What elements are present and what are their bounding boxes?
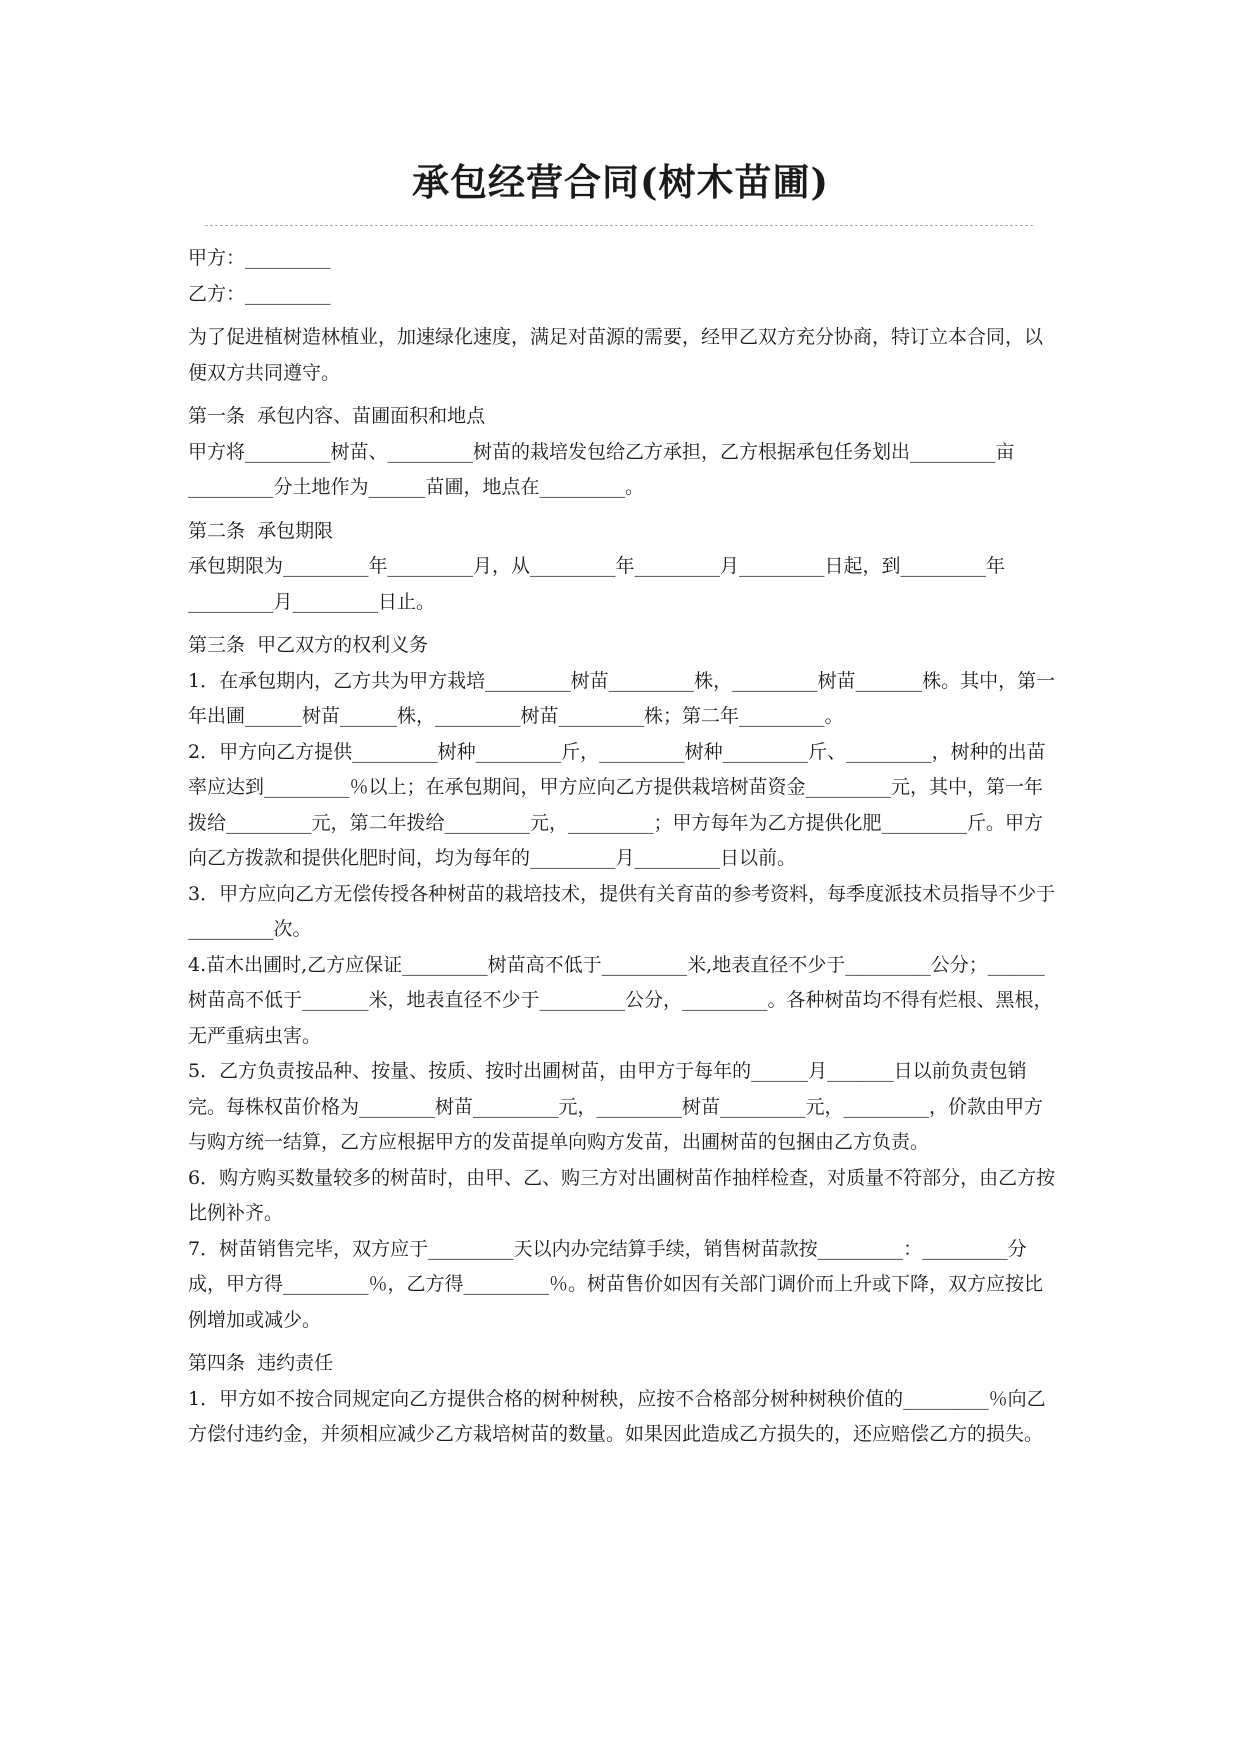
title-divider: [205, 225, 1033, 226]
party-b-line: 乙方：_________: [188, 282, 331, 305]
article1-heading: 第一条 承包内容、苗圃面积和地点: [188, 405, 486, 427]
article4-heading: 第四条 违约责任: [188, 1352, 334, 1374]
article3-heading: 第三条 甲乙双方的权利义务: [188, 634, 429, 656]
document-title: 承包经营合同(树木苗圃): [411, 160, 829, 204]
party-a-line: 甲方：_________: [188, 247, 331, 269]
article3-item: 2．甲方向乙方提供_________树种_________斤，_________树种_________斤、_________，树种的出苗率应达到_________％以上；在承包期间，甲方应向乙方提供栽培树苗资金_________元，其中，第一年拨给_________元，第二年拨给_________元，_________；甲方每年为乙方提供化肥_________斤。甲方向乙方拨款和提供化肥时间，均为每年的_________月_________日以前。: [188, 740, 1046, 869]
article4-item: 1．甲方如不按合同规定向乙方提供合格的树种树秧，应按不合格部分树种树秧价值的_________％向乙方偿付违约金，并须相应减少乙方栽培树苗的数量。如果因此造成乙方损失的，还应赔偿乙方的损失。: [188, 1387, 1046, 1445]
article3-item: 3．甲方应向乙方无偿传授各种树苗的栽培技术，提供有关育苗的参考资料，每季度派技术员指导不少于_________次。: [188, 882, 1056, 940]
article3-item: 7．树苗销售完毕，双方应于_________天以内办完结算手续，销售树苗款按_________：_________分成，甲方得_________％，乙方得_________％。树苗售价如因有关部门调价而上升或下降，双方应按比例增加或减少。: [188, 1237, 1044, 1331]
article3-item: 6．购方购买数量较多的树苗时，由甲、乙、购三方对出圃树苗作抽样检查，对质量不符部分，由乙方按比例补齐。: [188, 1166, 1056, 1224]
preamble-paragraph: 为了促进植树造林植业，加速绿化速度，满足对苗源的需要，经甲乙双方充分协商，特订立本合同，以便双方共同遵守。: [188, 326, 1044, 384]
document-body: [188, 241, 1056, 1453]
article3-item: 5．乙方负责按品种、按量、按质、按时出圃树苗，由甲方于每年的______月_______日以前负责包销完。每株权苗价格为________树苗_________元，_________树苗_________元，_________，价款由甲方与购方统一结算，乙方应根据甲方的发苗提单向购方发苗，出圃树苗的包捆由乙方负责。: [188, 1060, 1044, 1153]
article1-body: 甲方将_________树苗、_________树苗的栽培发包给乙方承担，乙方根据承包任务划出_________亩_________分土地作为______苗圃，地点在_________。: [188, 440, 1015, 498]
article3-item: 4.苗木出圃时,乙方应保证_________树苗高不低于_________米,地表直径不少于_________公分；______树苗高不低于_______米，地表直径不少于_________公分，_________。各种树苗均不得有烂根、黑根，无严重病虫害。: [188, 953, 1053, 1047]
article3-item: 1．在承包期内，乙方共为甲方栽培_________树苗_________株，_________树苗_______株。其中，第一年出圃______树苗______株，_________树苗_________株；第二年_________。: [188, 669, 1056, 727]
article2-heading: 第二条 承包期限: [188, 519, 334, 542]
article2-body: 承包期限为_________年_________月，从_________年_________月_________日起，到_________年_________月_________日止。: [188, 555, 1006, 613]
